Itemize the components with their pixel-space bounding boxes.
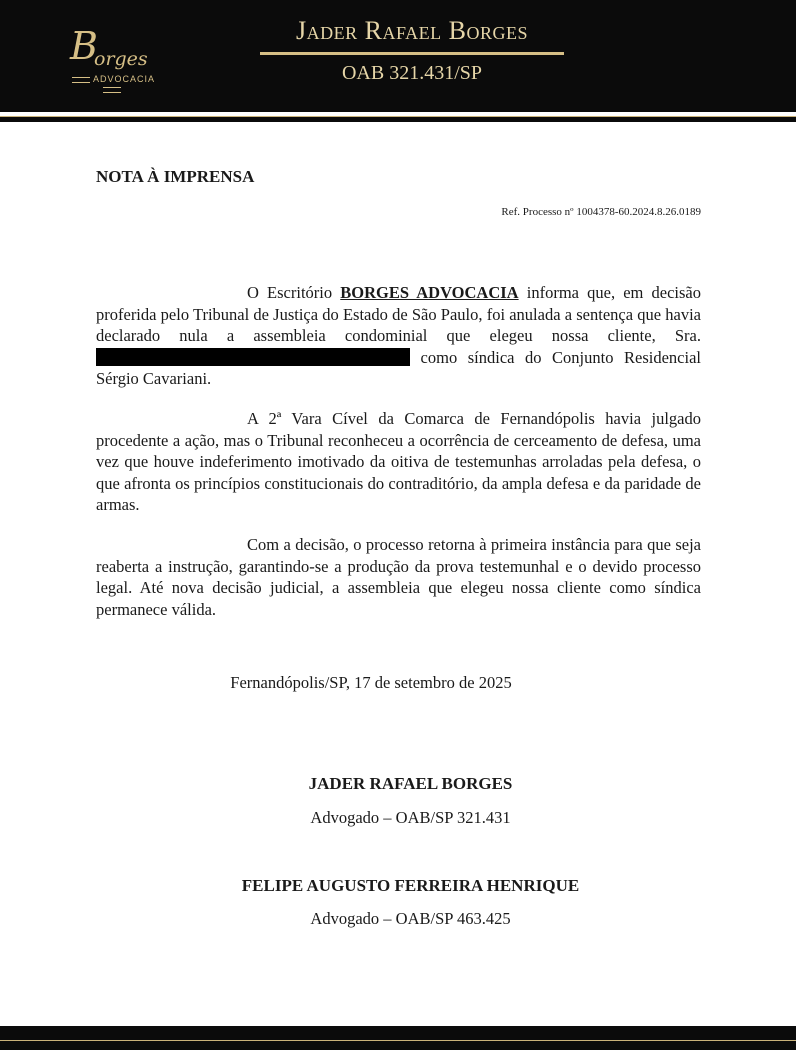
header-lawyer-name: Jader Rafael Borges: [296, 16, 528, 45]
process-reference: Ref. Processo nº 1004378-60.2024.8.26.0189: [501, 206, 701, 218]
signature-name-2: FELIPE AUGUSTO FERREIRA HENRIQUE: [241, 876, 580, 895]
signature-role-2: Advogado – OAB/SP 463.425: [310, 909, 511, 928]
place-date: Fernandópolis/SP, 17 de setembro de 2025: [230, 673, 512, 692]
signature-role-1: Advogado – OAB/SP 321.431: [310, 808, 511, 827]
header-oab: OAB 321.431/SP: [341, 62, 483, 84]
redacted-name: [96, 348, 410, 366]
paragraph-3: [96, 534, 701, 620]
letterhead-footer: [0, 1026, 796, 1050]
logo-subtitle: ADVOCACIA: [60, 74, 164, 94]
header-rule: [0, 116, 796, 122]
logo-mark: B: [70, 24, 98, 68]
p1-middle: informa que, em decisão proferida pelo Tribunal de Justiça do Estado de São Paulo, foi anulada a sentença que havia declarado nula a assembleia condominial que elegeu nossa cliente, Sra.: [96, 283, 701, 346]
header-divider: [260, 52, 564, 55]
p1-before: O Escritório: [247, 283, 341, 302]
letterhead-header: [0, 0, 796, 112]
footer-rule: [0, 1040, 796, 1041]
p1-after: como síndica do Conjunto Residencial Sérgio Cavariani.: [96, 347, 701, 389]
document-title: NOTA À IMPRENSA: [96, 167, 255, 186]
signature-name-1: JADER RAFAEL BORGES: [308, 774, 513, 793]
logo-word: orges: [94, 48, 148, 70]
firm-name: BORGES ADVOCACIA: [340, 283, 519, 302]
p3-text: Com a decisão, o processo retorna à primeira instância para que seja reaberta a instrução, garantindo-se a produção da prova testemunhal e o devido processo legal. Até nova decisão judicial, a assembleia que elegeu nossa cliente como síndica permanece válida.: [96, 535, 701, 619]
paragraph-1: [96, 282, 701, 390]
firm-logo: [60, 26, 170, 90]
p2-text: A 2ª Vara Cível da Comarca de Fernandópolis havia julgado procedente a ação, mas o Tribunal reconheceu a ocorrência de cerceamento de defesa, uma vez que houve indeferimento imotivado da oitiva de testemunhas arroladas pela defesa, o que afronta os princípios constitucionais do contraditório, da ampla defesa e da paridade de armas.: [96, 409, 701, 515]
paragraph-2: [96, 408, 701, 516]
